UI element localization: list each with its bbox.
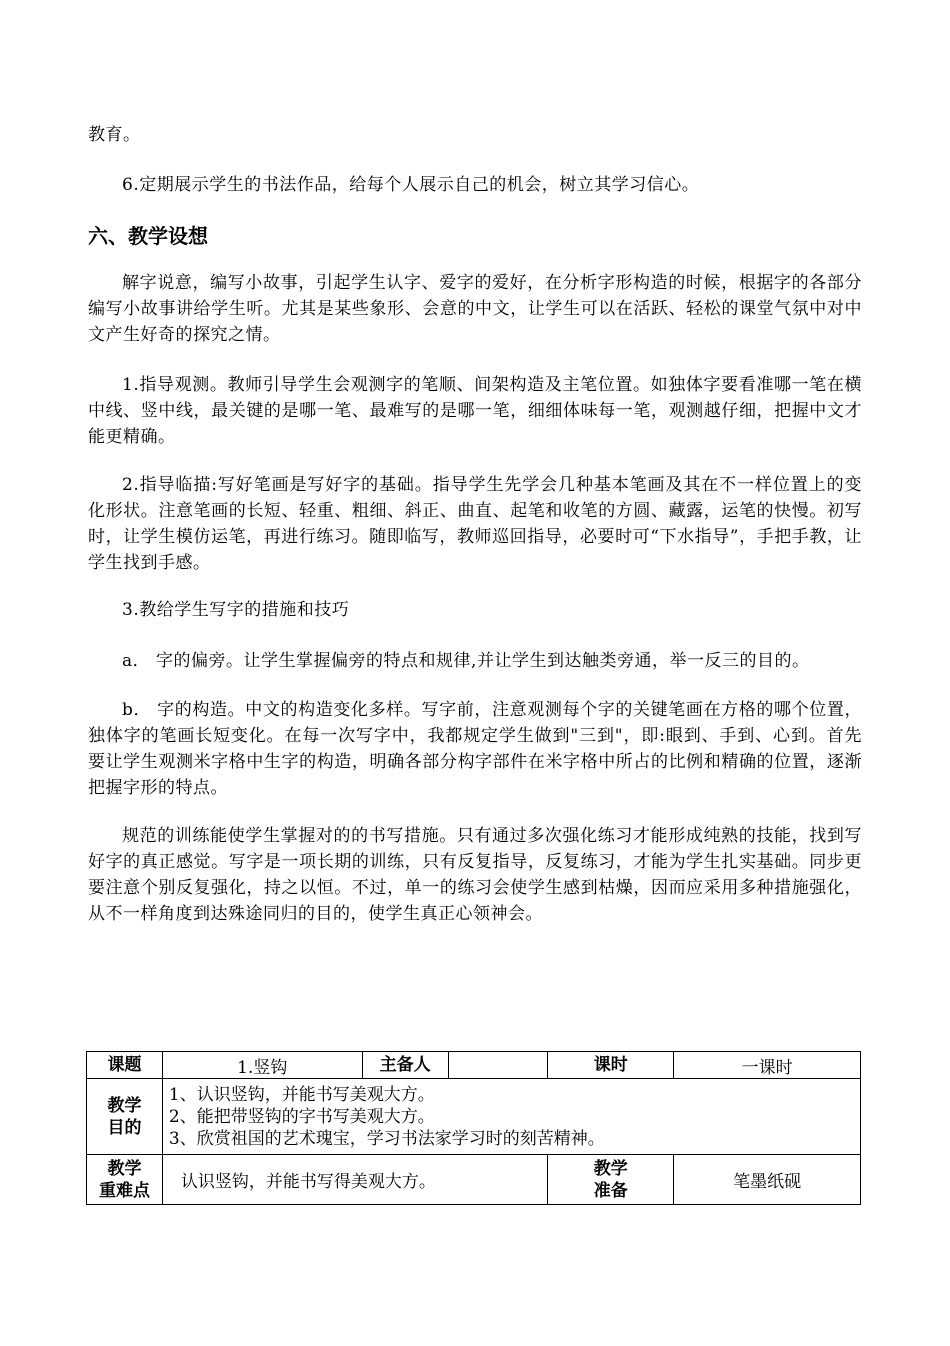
hours-label: 课时 [548, 1052, 674, 1079]
prep-label-line2: 准备 [593, 1180, 628, 1201]
goals-list [162, 1079, 860, 1155]
key-value: 认识竖钩，并能书写得美观大方。 [162, 1155, 547, 1205]
goals-label [87, 1079, 163, 1155]
table-row [87, 1155, 861, 1205]
topic-label: 课题 [87, 1052, 163, 1079]
item-6: 6.定期展示学生的书法作品，给每个人展示自己的机会，树立其学习信心。 [122, 175, 700, 195]
goals-label-line2: 目的 [107, 1117, 142, 1138]
goal-item: 3、欣赏祖国的艺术瑰宝，学习书法家学习时的刻苦精神。 [168, 1128, 605, 1149]
goal-item: 2、能把带竖钩的字书写美观大方。 [168, 1106, 435, 1127]
intro-tail: 教育。 [88, 125, 141, 145]
key-label-line1: 教学 [107, 1158, 142, 1179]
para-conclusion: 规范的训练能使学生掌握对的的书写措施。只有通过多次强化练习才能形成纯熟的技能，找到写好字的真正感觉。写字是一项长期的训练，只有反复指导，反复练习，才能为学生扎实基础。同步更要注意个别反复强化，持之以恒。不过，单一的练习会使学生感到枯燥，因而应采用多种措施强化，从不一样角度到达殊途同归的目的，使学生真正心领神会。 [88, 826, 862, 924]
hours-value: 一课时 [674, 1052, 861, 1079]
para-methods: 3.教给学生写字的措施和技巧 [122, 600, 350, 620]
table-row [87, 1052, 861, 1079]
section-title: 六、教学设想 [88, 224, 208, 248]
para-structure: b． 字的构造。中文的构造变化多样。写字前，注意观测每个字的关键笔画在方格的哪个位置，独体字的笔画长短变化。在每一次写字中，我都规定学生做到"三到"，即:眼到、手到、心到。首先要让学生观测米字格中生字的构造，明确各部分构字部件在米字格中所占的比例和精确的位置，逐渐把握字形的特点。 [88, 700, 862, 798]
prep-label-line1: 教学 [593, 1158, 628, 1179]
para-trace: 2.指导临描:写好笔画是写好字的基础。指导学生先学会几种基本笔画及其在不一样位置上的变化形状。注意笔画的长短、轻重、粗细、斜正、曲直、起笔和收笔的方圆、藏露，运笔的快慢。初写时，让学生模仿运笔，再进行练习。随即临写，教师巡回指导，必要时可“下水指导”，手把手教，让学生找到手感。 [88, 475, 862, 573]
para-observe: 1.指导观测。教师引导学生会观测字的笔顺、间架构造及主笔位置。如独体字要看准哪一笔在横中线、竖中线，最关键的是哪一笔、最难写的是哪一笔，细细体味每一笔，观测越仔细，把握中文才能更精确。 [88, 375, 862, 447]
para-intro: 解字说意，编写小故事，引起学生认字、爱字的爱好，在分析字形构造的时候，根据字的各部分编写小故事讲给学生听。尤其是某些象形、会意的中文，让学生可以在活跃、轻松的课堂气氛中对中文产生好奇的探究之情。 [88, 273, 862, 345]
preparer-label: 主备人 [362, 1052, 448, 1079]
para-radicals: a． 字的偏旁。让学生掌握偏旁的特点和规律,并让学生到达触类旁通，举一反三的目的。 [122, 651, 810, 671]
key-label-line2: 重难点 [98, 1180, 150, 1201]
topic-value: 1.竖钩 [162, 1052, 362, 1079]
goals-label-line1: 教学 [107, 1095, 142, 1116]
goal-item: 1、认识竖钩，并能书写美观大方。 [168, 1084, 435, 1105]
key-label [87, 1155, 163, 1205]
prep-value: 笔墨纸砚 [674, 1155, 861, 1205]
prep-label [548, 1155, 674, 1205]
lesson-plan-table [86, 1051, 861, 1205]
table-row [87, 1079, 861, 1155]
preparer-value [448, 1052, 548, 1079]
